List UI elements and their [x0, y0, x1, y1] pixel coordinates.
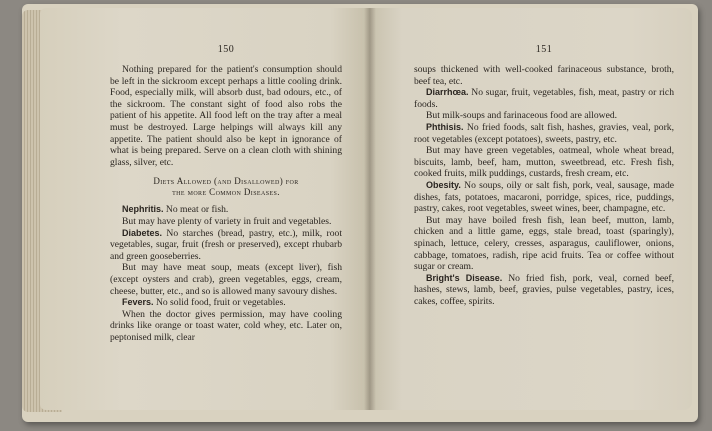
- obesity-allowed: But may have boiled fresh fish, lean beef, mutton, lamb, chicken and a little game, eggs, stale bread, toast (sparingly), spinach, lettuce, celery, cresses, asparagus, cauliflower, onions, cabbage, tomatoes, radish, ripe acid fruits. Tea or coffee without sugar or cream.: [414, 214, 674, 273]
- fevers-heading: Fevers.: [122, 297, 154, 308]
- diarrhoea-entry: [414, 87, 674, 110]
- right-page: [370, 8, 692, 410]
- right-page-text: [414, 64, 674, 307]
- intro-paragraph: Nothing prepared for the patient's consumption should be left in the sickroom except perhaps a little cooling drink. Food, especially milk, will absorb dust, bad odours, etc., of the sickroom. The constant sight of food also robs the patient of his appetite. All food left on the tray after a meal must be destroyed. Large helpings will always kill any appetite. The patient should also be kept in ignorance of what is being prepared. Serve on a clean cloth with shining glass, silver, etc.: [110, 64, 342, 168]
- left-page-number: 150: [217, 44, 235, 55]
- book-gutter: [364, 8, 376, 410]
- diabetes-allowed: But may have meat soup, meats (except liver), fish (except oysters and crab), green vegetables, eggs, cream, cheese, butter, etc., and so is allowed many savoury dishes.: [110, 262, 342, 297]
- phthisis-text: No fried foods, salt fish, hashes, gravies, veal, pork, root vegetables (except potatoes), sweets, pastry, etc.: [414, 121, 674, 145]
- fevers-allowed: When the doctor gives permission, may have cooling drinks like orange or toast water, cold whey, etc. Later on, peptonised milk, clear: [110, 308, 342, 343]
- brights-heading: Bright's Disease.: [426, 272, 503, 283]
- brights-text: No fried fish, pork, veal, corned beef, hashes, stews, lamb, beef, gravies, pulse vegetables, pastry, ices, cakes, coffee, spirits.: [414, 272, 674, 307]
- diabetes-text: No starches (bread, pastry, etc.), milk, root vegetables, sugar, fruit (fresh or preserved), except rhubarb and green gooseberries.: [110, 227, 342, 262]
- phthisis-entry: [414, 122, 674, 145]
- fevers-entry: [110, 297, 342, 309]
- obesity-text: No soups, oily or salt fish, pork, veal, sausage, made dishes, fats, potatoes, macaroni, porridge, spices, rice, puddings, pastry, cakes, root vegetables, sweet wines, beer, champagne, etc.: [414, 179, 674, 215]
- nephritis-heading: Nephritis.: [122, 204, 164, 215]
- left-page-text: [110, 64, 342, 343]
- fevers-text: No solid food, fruit or vegetables.: [155, 297, 286, 309]
- diabetes-heading: Diabetes.: [122, 227, 163, 238]
- right-page-number: 151: [535, 44, 553, 55]
- obesity-heading: Obesity.: [426, 179, 461, 190]
- section-heading-line-2: the more Common Diseases.: [172, 187, 280, 198]
- section-heading-line-1: Diets Allowed (and Disallowed) for: [153, 176, 299, 187]
- obesity-entry: [414, 180, 674, 215]
- diarrhoea-allowed: But milk-soups and farinaceous food are allowed.: [426, 110, 618, 122]
- left-page: [40, 8, 370, 410]
- section-heading: [110, 176, 342, 198]
- phthisis-heading: Phthisis.: [426, 121, 464, 132]
- nephritis-entry: [110, 204, 342, 216]
- nephritis-text: No meat or fish.: [165, 204, 229, 216]
- phthisis-allowed: But may have green vegetables, oatmeal, whole wheat bread, biscuits, lamb, beef, ham, mutton, sweetbread, etc. Fresh fish, cooked fruits, milk puddings, custards, fresh cream, etc.: [414, 145, 674, 180]
- diabetes-entry: [110, 228, 342, 263]
- diarrhoea-text: No sugar, fruit, vegetables, fish, meat, pastry or rich foods.: [414, 87, 674, 110]
- brights-entry: [414, 273, 674, 308]
- continued-paragraph: soups thickened with well-cooked farinaceous substance, broth, beef tea, etc.: [414, 64, 674, 87]
- diarrhoea-heading: Diarrhœa.: [426, 87, 469, 98]
- nephritis-allowed: But may have plenty of variety in fruit and vegetables.: [122, 215, 332, 227]
